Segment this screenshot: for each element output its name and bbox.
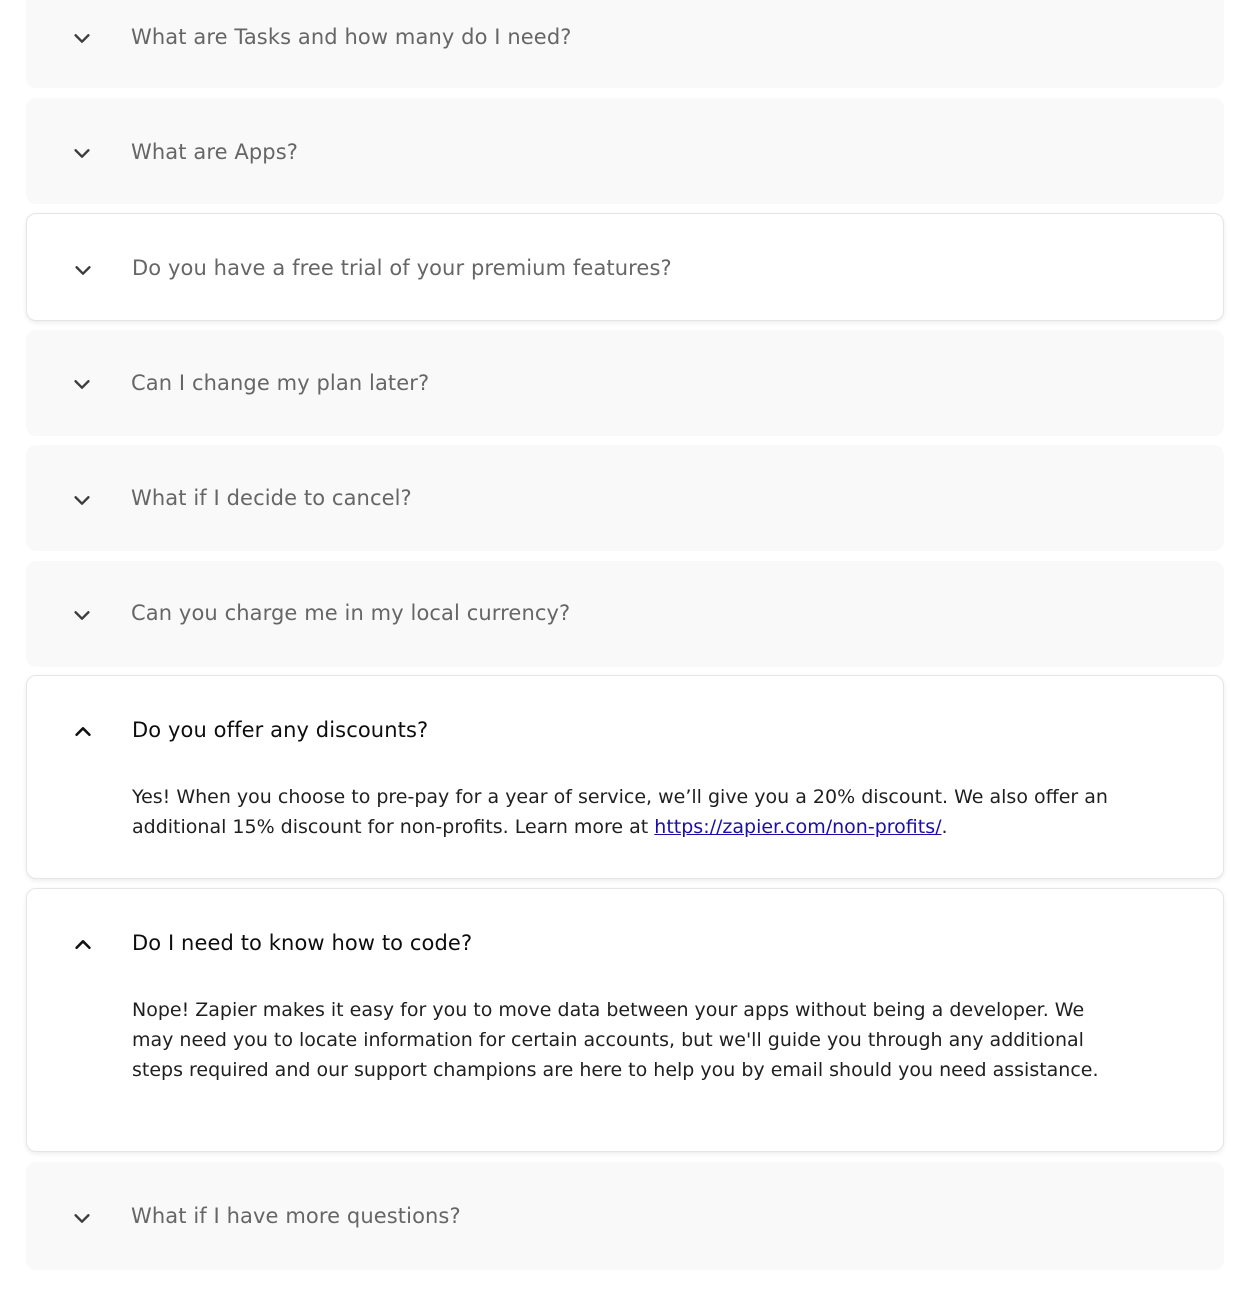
faq-question[interactable]: What if I decide to cancel?	[131, 486, 412, 510]
faq-item-apps[interactable]	[26, 98, 1224, 204]
faq-answer	[132, 782, 1142, 842]
faq-item-code[interactable]	[26, 888, 1224, 1152]
chevron-down-icon[interactable]	[71, 489, 93, 511]
faq-answer-text-end: .	[941, 816, 948, 838]
faq-question[interactable]: Do you have a free trial of your premium features?	[132, 256, 672, 280]
faq-question[interactable]: What are Apps?	[131, 140, 299, 164]
faq-answer-text: Yes! When you choose to pre-pay for a year of service, we’ll give you a 20% discount. We also offer an additional 15% discount for non-profits. Learn more at	[132, 786, 1108, 838]
faq-question[interactable]: What are Tasks and how many do I need?	[131, 25, 572, 49]
faq-item-change-plan[interactable]	[26, 330, 1224, 436]
chevron-down-icon[interactable]	[71, 27, 93, 49]
faq-answer: Nope! Zapier makes it easy for you to move data between your apps without being a developer. We may need you to locate information for certain accounts, but we'll guide you through any additional steps required and our support champions are here to help you by email should you need assistance.	[132, 999, 1099, 1081]
chevron-down-icon[interactable]	[71, 142, 93, 164]
chevron-up-icon[interactable]	[72, 934, 94, 956]
faq-question[interactable]: What if I have more questions?	[131, 1204, 461, 1228]
faq-question[interactable]: Do you offer any discounts?	[132, 718, 429, 742]
faq-item-discounts[interactable]	[26, 675, 1224, 879]
faq-item-free-trial[interactable]	[26, 213, 1224, 321]
faq-question[interactable]: Do I need to know how to code?	[132, 931, 473, 955]
faq-question[interactable]: Can I change my plan later?	[131, 371, 430, 395]
chevron-down-icon[interactable]	[71, 604, 93, 626]
faq-question[interactable]: Can you charge me in my local currency?	[131, 601, 571, 625]
chevron-down-icon[interactable]	[71, 373, 93, 395]
non-profits-link[interactable]: https://zapier.com/non-profits/	[654, 816, 942, 838]
faq-item-cancel[interactable]	[26, 445, 1224, 551]
faq-item-more-questions[interactable]	[26, 1162, 1224, 1270]
faq-item-local-currency[interactable]	[26, 561, 1224, 667]
chevron-down-icon[interactable]	[71, 1207, 93, 1229]
chevron-down-icon[interactable]	[72, 259, 94, 281]
chevron-up-icon[interactable]	[72, 721, 94, 743]
faq-item-tasks[interactable]	[26, 0, 1224, 88]
